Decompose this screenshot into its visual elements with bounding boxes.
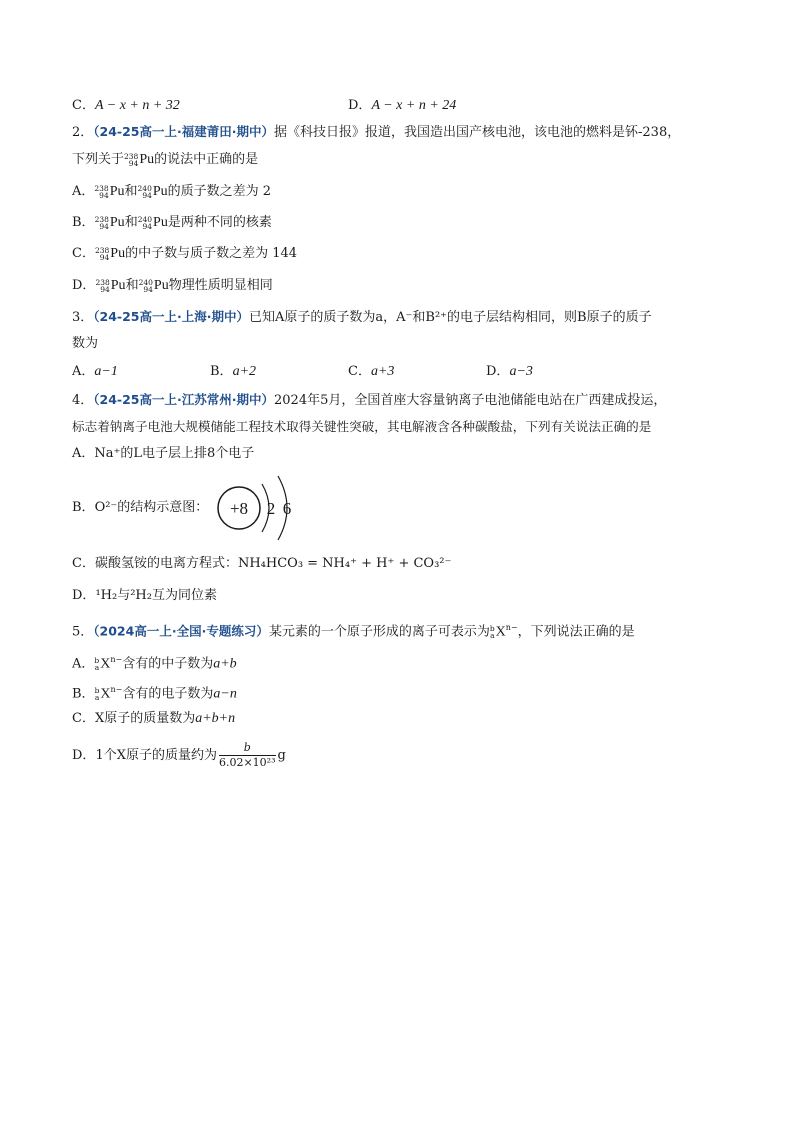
q2-option-b: B． 238 94 Pu和 240 94 Pu是两种不同的核素 bbox=[72, 214, 272, 231]
q5-option-d: D．1个X原子的质量约为 $\frac{b}{\text{6.02×10²³}}$ g bbox=[72, 741, 286, 769]
q5-option-a: A． b a $X^{n-}$含有的中子数为a+b bbox=[72, 655, 237, 672]
o2-structure-diagram bbox=[212, 472, 302, 544]
q2-stem-post: 的说法中正确的是 bbox=[154, 152, 259, 167]
q1-option-d bbox=[348, 96, 456, 116]
q2-stem-pre: 下列关于 bbox=[72, 152, 125, 167]
q2-option-d-text: 物理性质明显相同 bbox=[168, 278, 273, 293]
q2-option-c: C． 238 94 Pu的中子数与质子数之差为 144 bbox=[72, 245, 298, 262]
q3-stem-line1 bbox=[72, 307, 652, 328]
q4-source-tag: （24-25高一上·江苏常州·期中） bbox=[93, 392, 275, 407]
q1-option-c-label: C． bbox=[72, 98, 95, 113]
q4-option-a-text: Na⁺的L电子层上排8个电子 bbox=[94, 446, 255, 461]
q2-option-b-text: 是两种不同的核素 bbox=[167, 215, 272, 230]
shell-1-count: 2 bbox=[266, 499, 276, 518]
q5-option-c: C．X原子的质量数为a+b+n bbox=[72, 711, 236, 726]
q2-stem-line1 bbox=[72, 122, 680, 143]
q2-option-c-text: 的中子数与质子数之差为 144 bbox=[125, 246, 298, 261]
q1-option-c-expr: A − x + n + 32 bbox=[94, 98, 180, 113]
nucleus-charge: +8 bbox=[229, 499, 249, 518]
q3-option-d: D．a−3 bbox=[486, 364, 533, 379]
q5-stem-pre: 某元素的一个原子形成的离子可表示为 bbox=[268, 624, 490, 640]
q4-option-d-text: ¹H₂与²H₂互为同位素 bbox=[95, 588, 217, 603]
q5-stem-post: ，下列说法正确的是 bbox=[517, 624, 635, 640]
q5-option-b: B． b a $X^{n-}$含有的电子数为a−n bbox=[72, 685, 237, 702]
q5-option-d-fraction: $\frac{b}{\text{6.02×10²³}}$ bbox=[218, 741, 276, 769]
q5-source-tag: （2024高一上·全国·专题练习） bbox=[93, 623, 269, 639]
q4-option-c-text: 碳酸氢铵的电离方程式：NH₄HCO₃ = NH₄⁺ + H⁺ + CO₃²⁻ bbox=[94, 556, 452, 571]
q2-element-symbol: Pu bbox=[139, 152, 155, 167]
q3-stem-text1: 已知A原子的质子数为a，A⁻和B²⁺的电子层结构相同，则B原子的质子 bbox=[249, 310, 652, 325]
q4-option-c: C．碳酸氢铵的电离方程式：NH₄HCO₃ = NH₄⁺ + H⁺ + CO₃²⁻ bbox=[72, 556, 452, 571]
q2-option-a-text: 的质子数之差为 2 bbox=[167, 184, 272, 199]
shell-2-count: 6 bbox=[282, 499, 292, 518]
q2-stem-line2 bbox=[72, 150, 258, 170]
q4-number: 4． bbox=[72, 393, 94, 408]
q3-option-c: C．a+3 bbox=[348, 364, 395, 379]
q2-isotope-238-nums: 238 94 bbox=[124, 151, 139, 168]
q2-number: 2． bbox=[72, 125, 94, 140]
q3-source-tag: （24-25高一上·上海·期中） bbox=[93, 309, 250, 324]
q2-option-a: A． 238 94 Pu和 240 94 Pu的质子数之差为 2 bbox=[72, 183, 272, 200]
q2-option-d: D． 238 94 Pu和 240 94 Pu物理性质明显相同 bbox=[72, 277, 273, 294]
q4-stem-line2: 标志着钠离子电池大规模储能工程技术取得关键性突破，其电解液含各种碳酸盐，下列有关说法正确的是 bbox=[72, 419, 652, 434]
q3-number: 3． bbox=[72, 310, 94, 325]
q3-stem-line2: 数为 bbox=[72, 336, 99, 351]
q3-option-b: B．a+2 bbox=[210, 364, 257, 379]
q4-option-a: A．Na⁺的L电子层上排8个电子 bbox=[72, 446, 255, 461]
q5-stem: 5．（2024高一上·全国·专题练习）某元素的一个原子形成的离子可表示为 b a $X^{n-}$，下列说法正确的是 bbox=[72, 623, 635, 640]
q4-option-b: B．O²⁻的结构示意图： bbox=[72, 500, 209, 515]
q4-stem-line1 bbox=[72, 390, 666, 411]
q2-source-tag: （24-25高一上·福建莆田·期中） bbox=[93, 124, 275, 139]
q1-option-d-expr: A − x + n + 24 bbox=[371, 98, 457, 113]
q1-option-d-label: D． bbox=[348, 98, 372, 113]
q4-option-b-text: O²⁻的结构示意图： bbox=[94, 500, 209, 515]
q5-number: 5． bbox=[72, 624, 94, 640]
q1-options-row bbox=[72, 96, 180, 116]
q2-stem-text1: 据《科技日报》报道，我国造出国产核电池，该电池的燃料是钚-238， bbox=[274, 125, 681, 140]
q3-option-a: A．a−1 bbox=[72, 364, 118, 379]
q4-stem-text1: 2024年5月，全国首座大容量钠离子电池储能电站在广西建成投运， bbox=[274, 393, 667, 408]
q4-option-d: D．¹H₂与²H₂互为同位素 bbox=[72, 588, 217, 603]
